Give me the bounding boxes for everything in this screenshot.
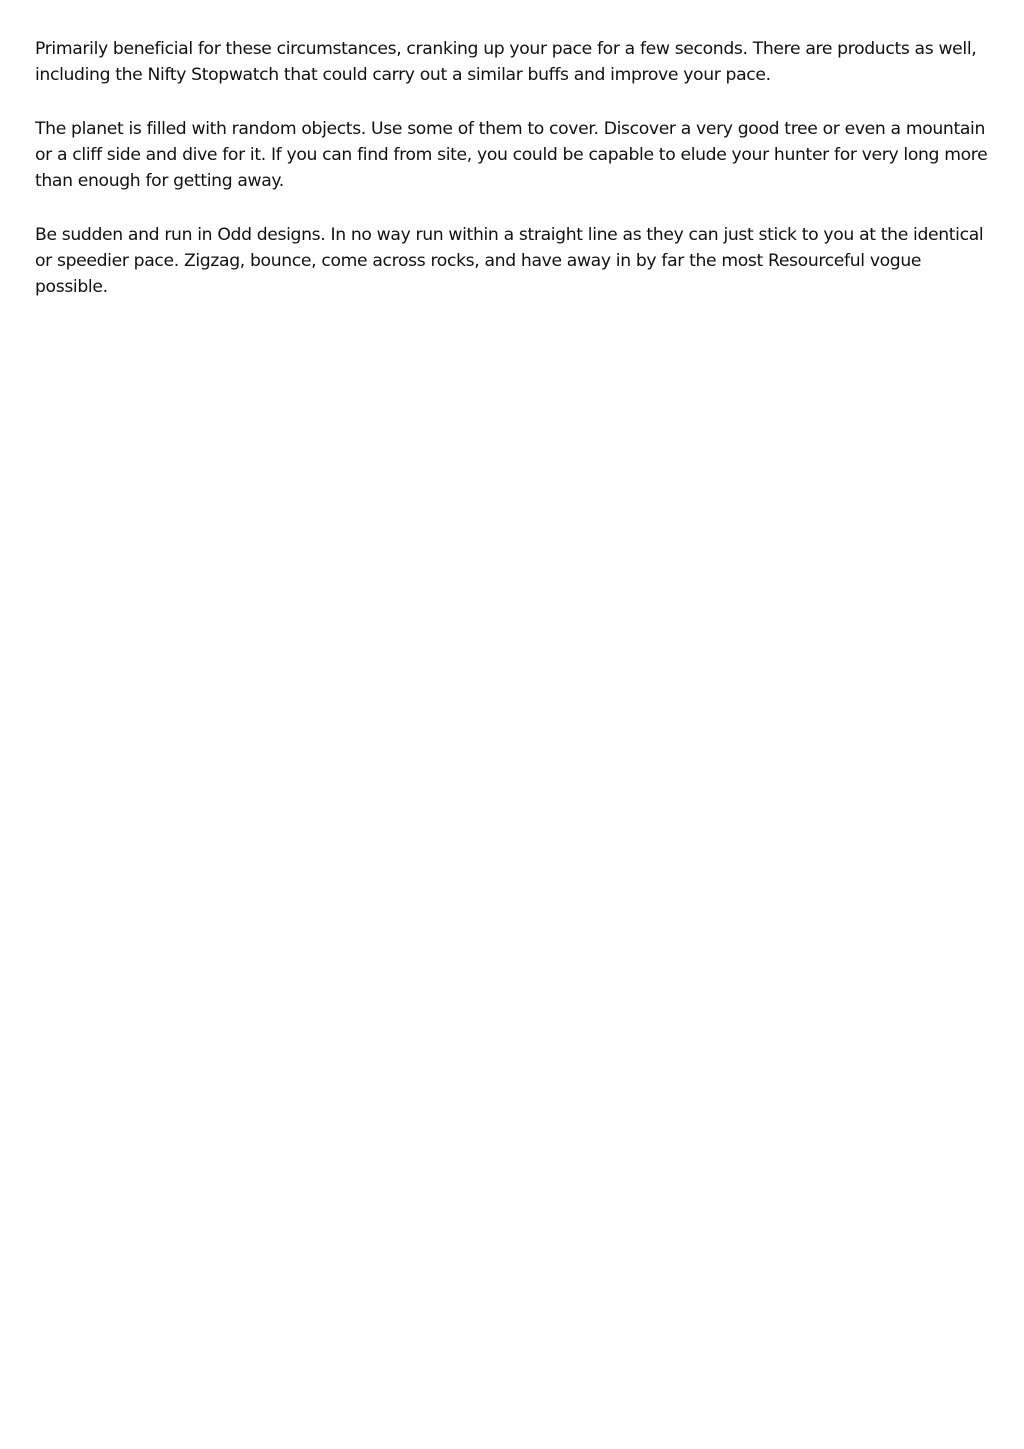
- paragraph: Primarily beneficial for these circumstances, cranking up your pace for a few seconds. There are products as well, including the Nifty Stopwatch that could carry out a similar buffs and improve your pace.: [35, 39, 977, 85]
- paragraph: The planet is filled with random objects. Use some of them to cover. Discover a very good tree or even a mountain or a cliff side and dive for it. If you can find from site, you could be capable to elude your hunter for very long more than enough for getting away.: [35, 119, 988, 191]
- paragraph: Be sudden and run in Odd designs. In no way run within a straight line as they can just stick to you at the identical or speedier pace. Zigzag, bounce, come across rocks, and have away in by far the most Resourceful vogue possible.: [35, 225, 984, 297]
- document-body: [35, 36, 995, 300]
